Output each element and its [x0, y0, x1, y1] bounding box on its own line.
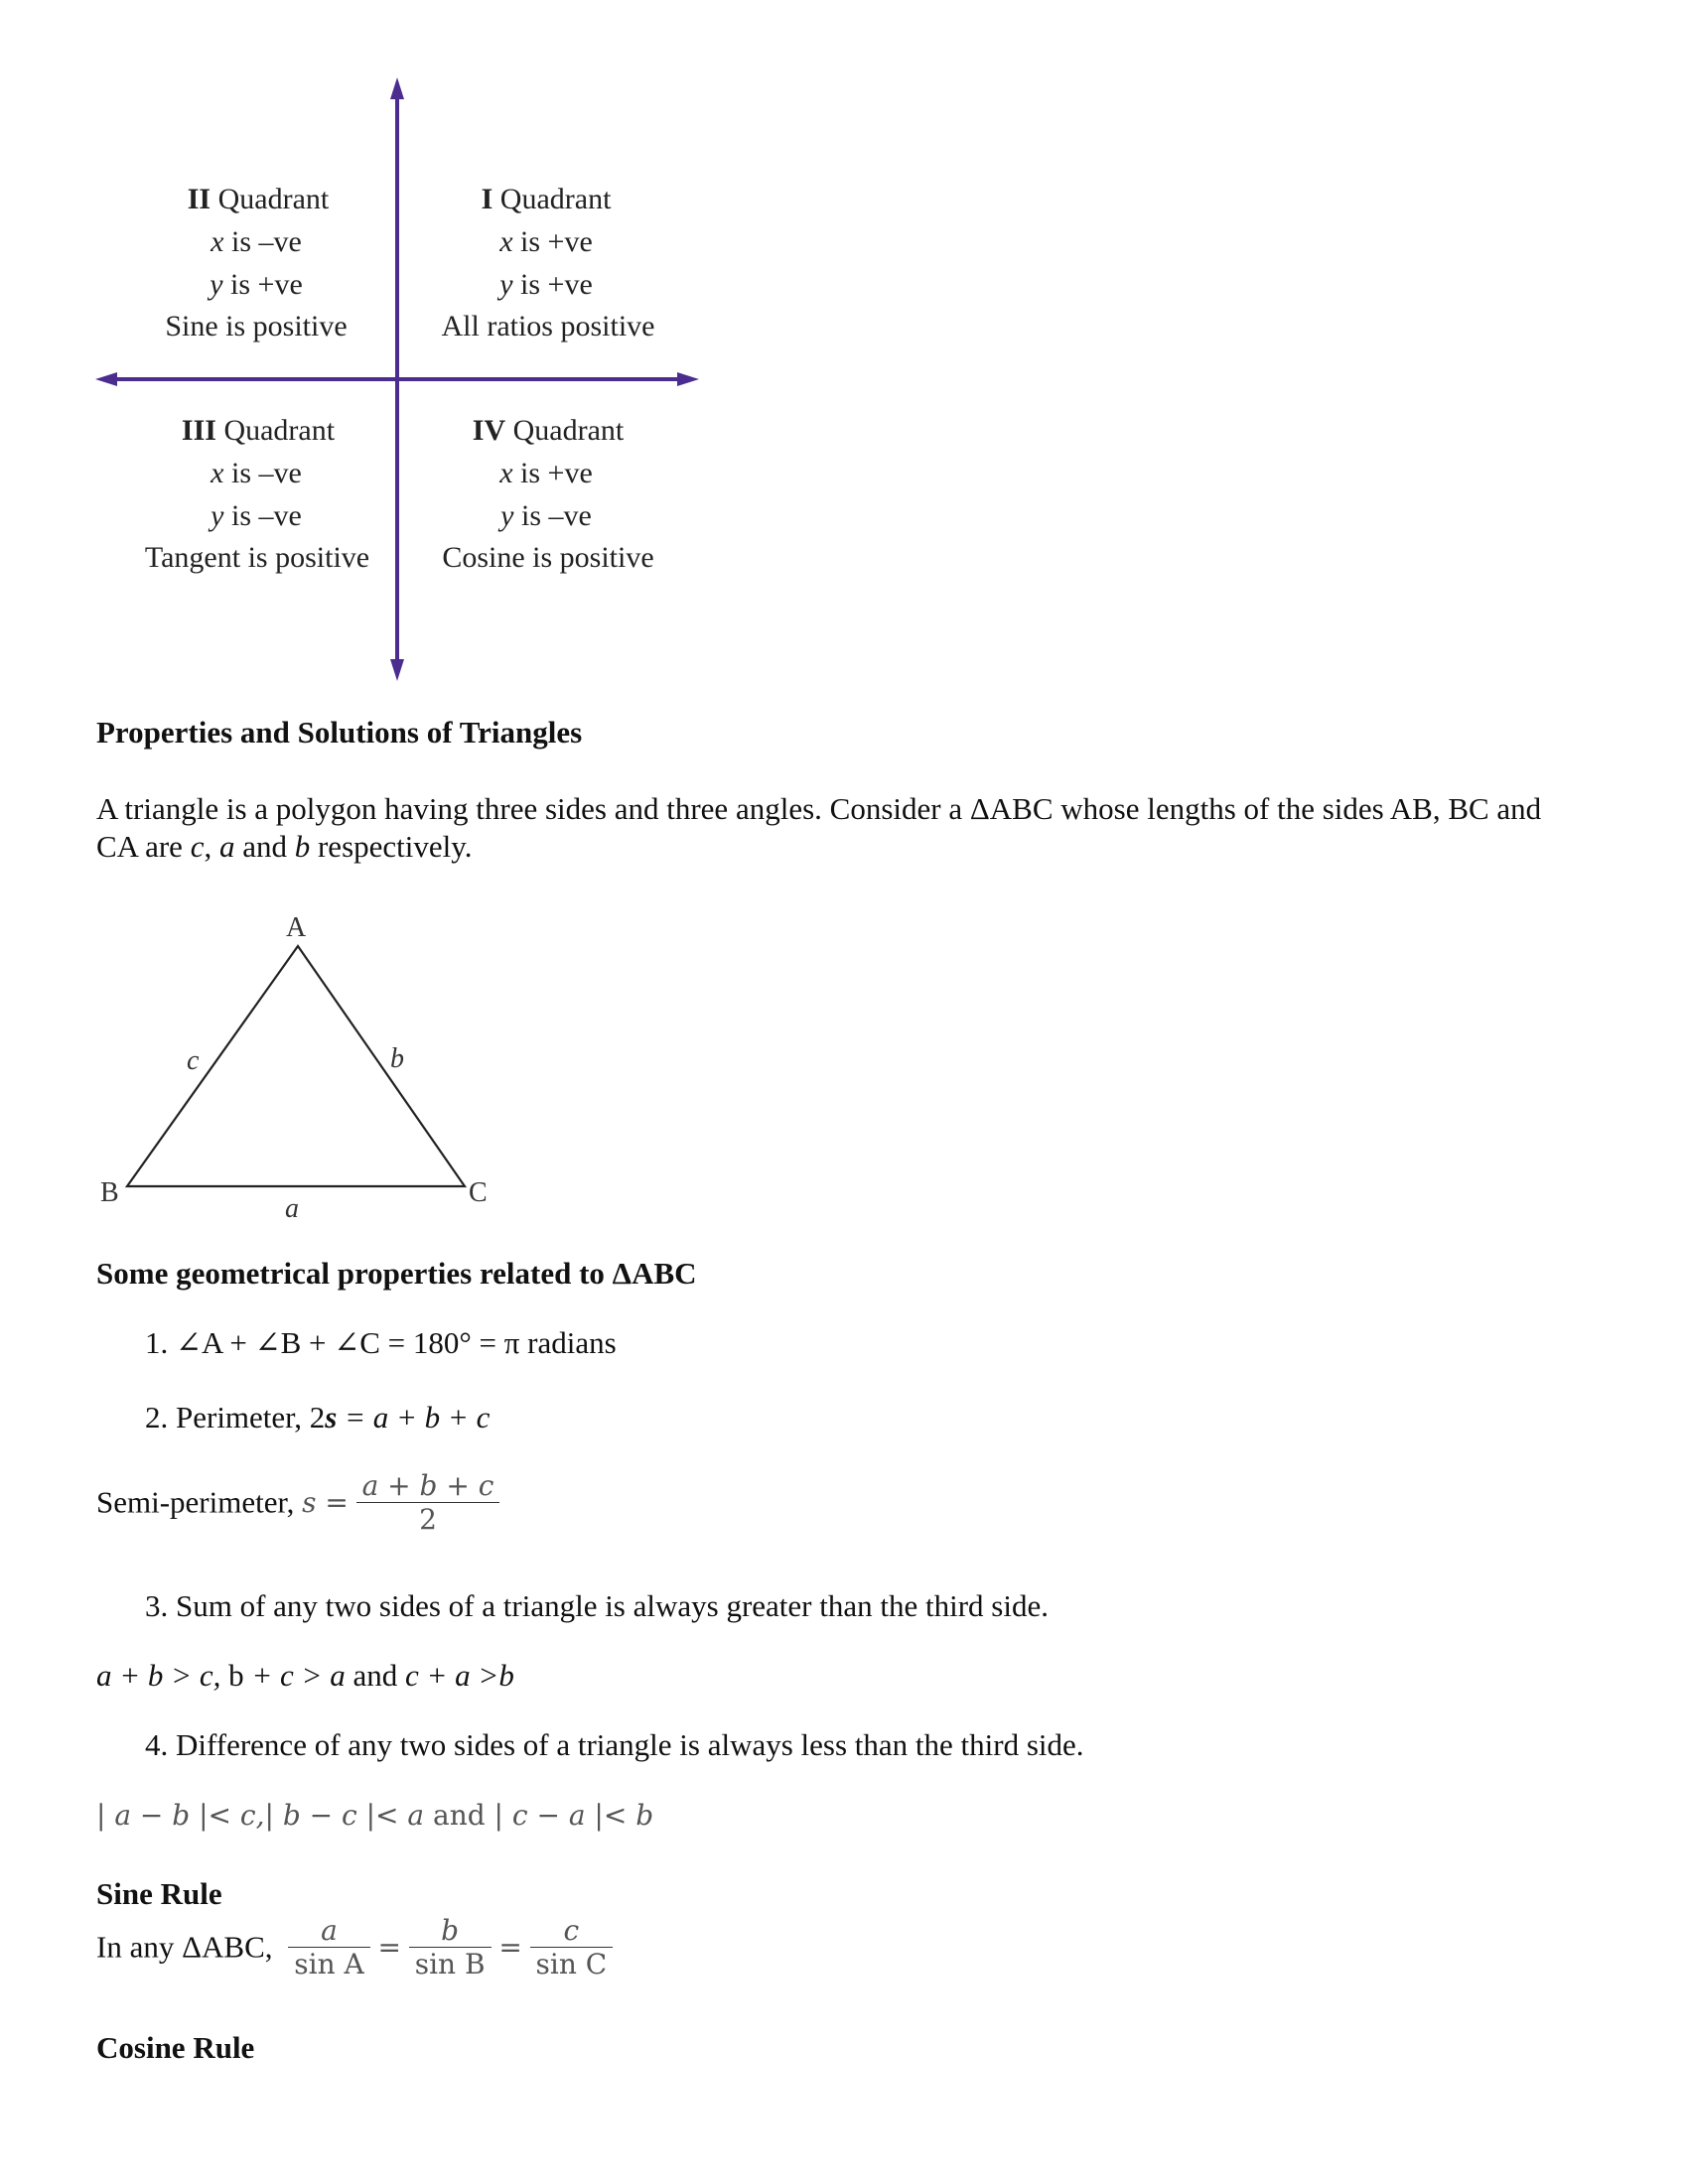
q2-title-bold: II	[187, 183, 211, 215]
heading-geometrical-properties: Some geometrical properties related to ΔABC	[96, 1256, 697, 1291]
svg-text:y is –ve: y is –ve	[500, 499, 592, 532]
q1-note: All ratios positive	[441, 310, 655, 342]
svg-text:II Quadrant: II Quadrant	[187, 183, 330, 215]
property-2-perimeter: 2. Perimeter, 2s = a + b + c	[145, 1400, 491, 1434]
y-axis-down-arrow	[390, 659, 404, 681]
quadrant-i	[442, 183, 655, 342]
triangle-intro-paragraph: A triangle is a polygon having three sides and three angles. Consider a ΔABC whose lengths of the sides AB, BC and CA are c, a and b respectively.	[96, 791, 1542, 864]
q2-note: Sine is positive	[165, 310, 348, 342]
inequality-line: a + b > c, b + c > a and c + a >b	[96, 1658, 514, 1693]
svg-text:I Quadrant: I Quadrant	[481, 183, 612, 215]
coordinate-axes	[95, 77, 699, 681]
side-a-label: a	[285, 1193, 299, 1224]
vertex-c-label: C	[469, 1177, 488, 1208]
difference-inequality-line: | a − b |< c,| b − c |< a and | c − a |< b	[96, 1799, 654, 1832]
svg-text:y is –ve: y is –ve	[211, 499, 302, 532]
semi-perimeter-formula: Semi-perimeter, s = $\frac{a + b + c}{2}$	[96, 1469, 499, 1536]
q3-note: Tangent is positive	[144, 541, 370, 574]
svg-text:IV Quadrant: IV Quadrant	[472, 414, 625, 447]
property-3-triangle-inequality: 3. Sum of any two sides of a triangle is always greater than the third side.	[145, 1588, 1049, 1623]
svg-text:III Quadrant: III Quadrant	[181, 414, 336, 447]
heading-properties-solutions: Properties and Solutions of Triangles	[96, 715, 583, 750]
q4-note: Cosine is positive	[442, 541, 654, 574]
vertex-a-label: A	[286, 912, 307, 943]
property-4-difference: 4. Difference of any two sides of a triangle is always less than the third side.	[145, 1727, 1084, 1762]
y-axis-up-arrow	[390, 77, 404, 99]
side-c-label: c	[187, 1045, 200, 1076]
heading-sine-rule: Sine Rule	[96, 1876, 222, 1911]
side-b-label: b	[390, 1043, 404, 1074]
sine-rule-intro: In any ΔABC,	[96, 1929, 273, 1965]
triangle-outline	[127, 946, 465, 1186]
property-1-angle-sum: 1. ∠A + ∠B + ∠C = 180° = π radians	[145, 1325, 617, 1360]
semi-perimeter-fraction: $\frac{a + b + c}{2}$	[356, 1469, 500, 1536]
svg-text:y is +ve: y is +ve	[499, 268, 593, 301]
quadrant-iii	[145, 414, 369, 574]
semi-perimeter-label: Semi-perimeter,	[96, 1484, 295, 1520]
svg-text:x is –ve: x is –ve	[211, 225, 302, 258]
sine-rule-formula: In any ΔABC, $\frac{a}{\text{sin A}}$ = $\frac{b}{\text{sin B}}$ = $\frac{c}{\text{sin C}}$	[96, 1914, 613, 1980]
quadrant-ii	[165, 183, 347, 342]
vertex-b-label: B	[100, 1177, 119, 1208]
svg-text:x is +ve: x is +ve	[499, 225, 593, 258]
svg-text:x is –ve: x is –ve	[211, 457, 302, 489]
svg-text:x is +ve: x is +ve	[499, 457, 593, 489]
svg-text:y is +ve: y is +ve	[210, 268, 303, 301]
heading-cosine-rule: Cosine Rule	[96, 2030, 255, 2065]
triangle-abc	[100, 912, 488, 1224]
x-axis-right-arrow	[677, 372, 699, 386]
x-axis-left-arrow	[95, 372, 117, 386]
quadrant-iv	[442, 414, 653, 574]
